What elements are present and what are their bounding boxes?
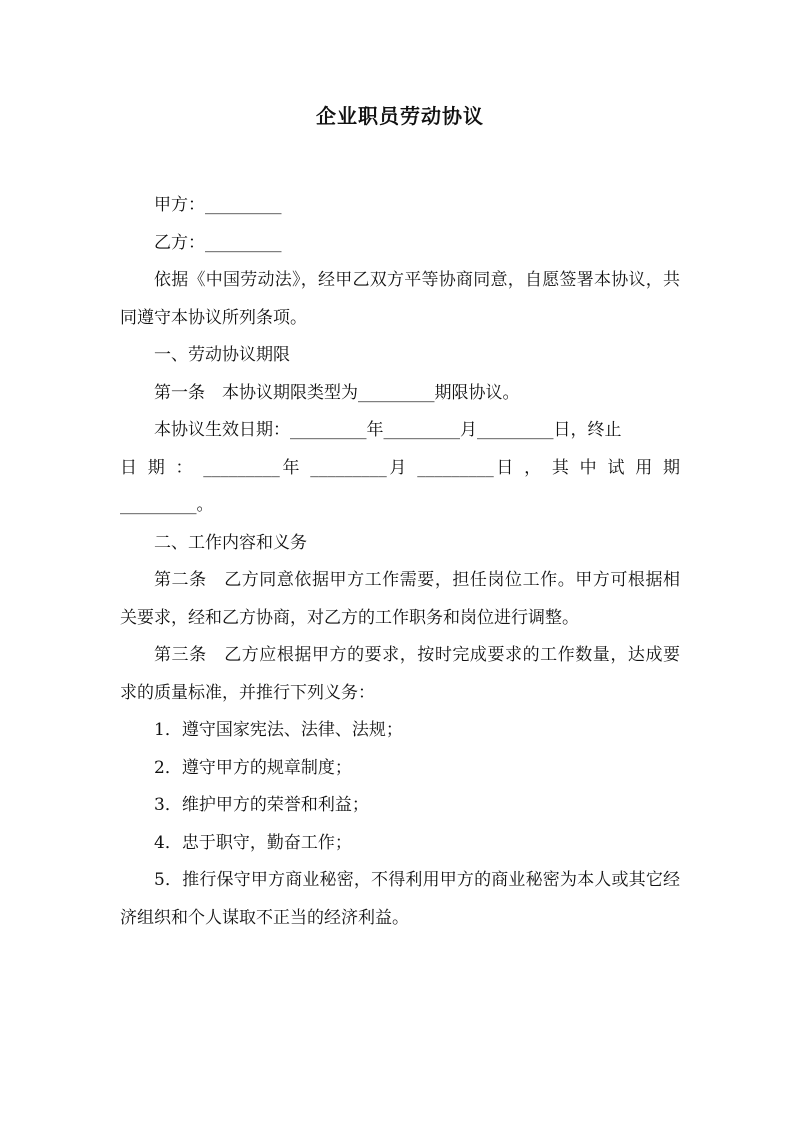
termination-date-line: 日 期 ： _________年 _________月 _________日 ， 其 中 试 用 期 [120, 457, 680, 478]
article-3: 第三条 乙方应根据甲方的要求，按时完成要求的工作数量，达成要求的质量标准，并推行下列义务： [120, 645, 680, 703]
article-2: 第二条 乙方同意依据甲方工作需要，担任岗位工作。甲方可根据相关要求，经和乙方协商，对乙方的工作职务和岗位进行调整。 [120, 570, 680, 628]
section-1-heading: 一、劳动协议期限 [154, 345, 290, 365]
duty-item-1: 1．遵守国家宪法、法律、法规； [154, 720, 403, 740]
duty-item-2: 2．遵守甲方的规章制度； [154, 757, 352, 778]
effective-date-line: 本协议生效日期：_________年_________月_________日，终止 [154, 420, 622, 440]
preamble-paragraph: 依据《中国劳动法》，经甲乙双方平等协商同意，自愿签署本协议，共同遵守本协议所列条项。 [120, 270, 680, 328]
party-b-line: 乙方：_________ [154, 232, 282, 253]
party-a-line: 甲方：_________ [154, 195, 282, 215]
article-1: 第一条 本协议期限类型为_________期限协议。 [154, 382, 520, 403]
duty-item-4: 4．忠于职守，勤奋工作； [154, 832, 352, 853]
probation-line: _________。 [120, 495, 214, 515]
document-title: 企业职员劳动协议 [316, 104, 484, 128]
duty-item-5: 5．推行保守甲方商业秘密，不得利用甲方的商业秘密为本人或其它经济组织和个人谋取不正当的经济利益。 [120, 870, 680, 928]
section-2-heading: 二、工作内容和义务 [154, 532, 307, 553]
duty-item-3: 3．维护甲方的荣誉和利益； [154, 795, 369, 815]
